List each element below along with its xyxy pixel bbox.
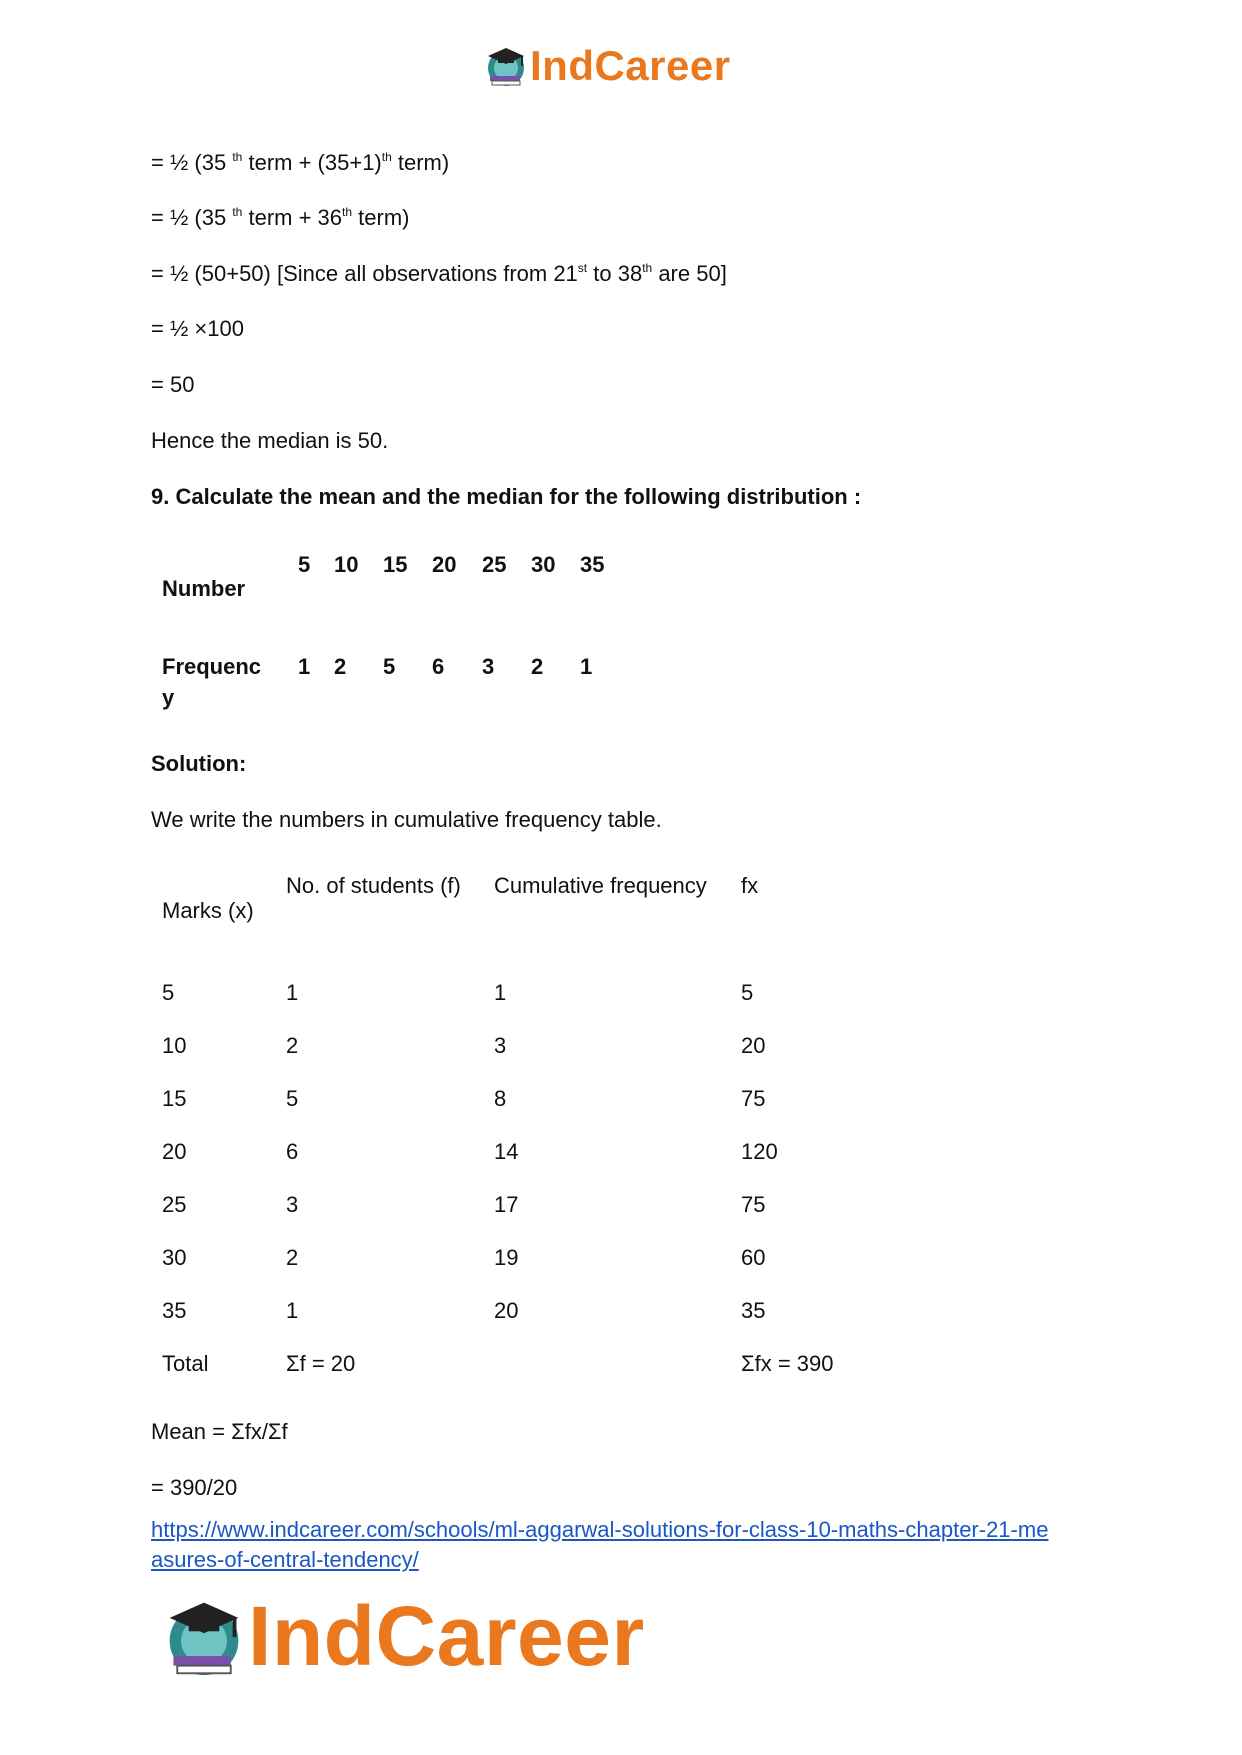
table-cell: 25 xyxy=(162,1192,187,1217)
table-cell: 3 xyxy=(286,1192,299,1217)
table-cell: Σf = 20 xyxy=(286,1351,356,1376)
source-link-line[interactable]: https://www.indcareer.com/schools/ml-aggarwal-solutions-for-class-10-maths-chapter-21-me xyxy=(151,1517,1049,1542)
table-row-label: y xyxy=(162,685,175,710)
table-row-label: Frequenc xyxy=(162,654,262,679)
header-logo-text: IndCareer xyxy=(530,42,731,89)
table-cell: 20 xyxy=(741,1033,766,1058)
step-line xyxy=(151,150,449,176)
conclusion-text: Hence the median is 50. xyxy=(151,428,389,453)
table-cell: 5 xyxy=(741,980,754,1005)
step-line: = 50 xyxy=(151,372,195,397)
table-cell: 75 xyxy=(741,1086,766,1111)
table-cell: 2 xyxy=(334,654,347,679)
table-cell: 1 xyxy=(298,654,311,679)
question-heading: 9. Calculate the mean and the median for the following distribution : xyxy=(151,484,862,509)
table-cell: 35 xyxy=(580,552,605,577)
table-cell: 14 xyxy=(494,1139,519,1164)
table-cell: 60 xyxy=(741,1245,766,1270)
table-header: Marks (x) xyxy=(162,898,254,923)
table-cell: 6 xyxy=(286,1139,299,1164)
table-cell: 30 xyxy=(531,552,556,577)
source-link-line[interactable]: asures-of-central-tendency/ xyxy=(151,1547,419,1572)
table-cell: 2 xyxy=(286,1245,299,1270)
step-text: are 50] xyxy=(652,261,727,286)
table-cell: 15 xyxy=(162,1086,187,1111)
table-cell: 5 xyxy=(298,552,311,577)
step-text: = ½ (50+50) [Since all observations from 21 xyxy=(151,261,578,286)
table-cell: 5 xyxy=(383,654,396,679)
table-row-label: Number xyxy=(162,576,246,601)
step-text: term + 36 xyxy=(242,205,343,230)
table-cell: 2 xyxy=(286,1033,299,1058)
step-text: term) xyxy=(391,150,450,175)
step-text: term + (35+1) xyxy=(242,150,382,175)
table-cell: 20 xyxy=(162,1139,187,1164)
table-cell: 3 xyxy=(494,1033,507,1058)
table-cell: Σfx = 390 xyxy=(741,1351,834,1376)
superscript: th xyxy=(642,261,653,275)
table-cell: 6 xyxy=(432,654,445,679)
table-cell: 17 xyxy=(494,1192,519,1217)
footer-logo xyxy=(162,1588,645,1685)
graduation-globe-icon xyxy=(484,44,528,88)
step-text: to 38 xyxy=(587,261,643,286)
table-cell: 75 xyxy=(741,1192,766,1217)
table-cell: 1 xyxy=(286,1298,299,1323)
table-cell: 1 xyxy=(494,980,507,1005)
graduation-globe-icon xyxy=(162,1595,246,1679)
table-cell: 30 xyxy=(162,1245,187,1270)
superscript: th xyxy=(232,150,243,164)
source-link[interactable] xyxy=(151,1515,1048,1575)
table-cell: 3 xyxy=(482,654,495,679)
table-cell: 10 xyxy=(162,1033,187,1058)
table-cell: 20 xyxy=(494,1298,519,1323)
table-cell: 120 xyxy=(741,1139,778,1164)
solution-intro: We write the numbers in cumulative frequency table. xyxy=(151,807,662,832)
footer-logo-text: IndCareer xyxy=(248,1589,645,1683)
table-header: fx xyxy=(741,873,759,898)
table-cell: 10 xyxy=(334,552,359,577)
table-cell: 15 xyxy=(383,552,408,577)
step-line xyxy=(151,205,409,231)
table-cell: Total xyxy=(162,1351,209,1376)
superscript: th xyxy=(342,205,353,219)
table-cell: 20 xyxy=(432,552,457,577)
mean-step: = 390/20 xyxy=(151,1475,238,1500)
header-logo xyxy=(484,42,731,90)
table-cell: 8 xyxy=(494,1086,507,1111)
table-cell: 1 xyxy=(580,654,593,679)
solution-label: Solution: xyxy=(151,751,247,776)
table-cell: 2 xyxy=(531,654,544,679)
table-cell: 25 xyxy=(482,552,507,577)
superscript: th xyxy=(381,150,392,164)
table-cell: 5 xyxy=(162,980,175,1005)
table-header: Cumulative frequency xyxy=(494,873,707,898)
step-line xyxy=(151,261,727,287)
table-cell: 35 xyxy=(741,1298,766,1323)
superscript: th xyxy=(232,205,243,219)
superscript: st xyxy=(577,261,588,275)
table-cell: 19 xyxy=(494,1245,519,1270)
mean-formula: Mean = Σfx/Σf xyxy=(151,1419,288,1444)
table-header: No. of students (f) xyxy=(286,873,461,898)
table-cell: 1 xyxy=(286,980,299,1005)
step-text: = ½ (35 xyxy=(151,205,233,230)
step-line: = ½ ×100 xyxy=(151,316,244,341)
step-text: term) xyxy=(352,205,410,230)
step-text: = ½ (35 xyxy=(151,150,233,175)
table-cell: 5 xyxy=(286,1086,299,1111)
table-cell: 35 xyxy=(162,1298,187,1323)
